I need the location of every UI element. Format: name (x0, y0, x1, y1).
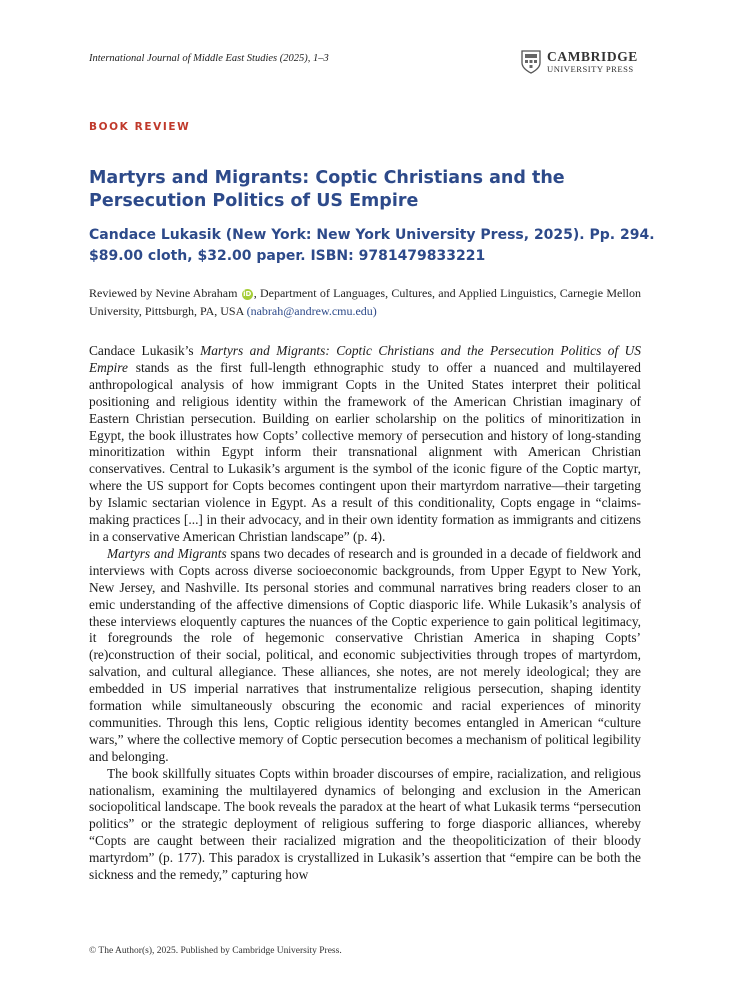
publisher-logo (521, 50, 638, 74)
cambridge-shield-icon (521, 50, 541, 74)
paragraph-1-text: stands as the first full-length ethnographic study to offer a nuanced and multilayered anthropological analysis of how immigrant Copts in the United States interpret their political positioning and religious identity within the framework of the American Christian imaginary of Eastern Christian persecution. Building on earlier scholarship on the politics of minoritization in Egypt, the book illustrates how Copts’ collective memory of persecution and history of long-standing minoritization within Egypt inform their transnational alignment with American Christian conservatives. Central to Lukasik’s argument is the symbol of the iconic figure of the Coptic martyr, where the US support for Copts becomes contingent upon their martyrdom narrative—their targeting by Islamic sectarian violence in Egypt. As a result of this conditionality, Copts engage in “claims-making practices [...] in their advocacy, and in their own identity formation as immigrants and citizens in a conservative American Christian landscape” (p. 4). (89, 359, 641, 544)
paragraph-1 (89, 343, 641, 546)
reviewer-email-link[interactable]: (nabrah@andrew.cmu.edu) (246, 304, 377, 318)
book-title-italic: Martyrs and Migrants: Coptic Christians and the Persecution Politics of US Empire (89, 343, 641, 375)
paragraph-3: The book skillfully situates Copts within broader discourses of empire, racialization, and religious nationalism, examining the multilayered dynamics of belonging and exclusion in the American sociopolitical landscape. The book reveals the paradox at the heart of what Lukasik terms “persecution politics” or the strategic deployment of religious suffering to forge diasporic alliances, whereby “Copts are caught between their racialized migration and the theopoliticization of their bloody martyrdom” (p. 177). This paradox is crystallized in Lukasik’s assertion that “empire can be both the sickness and the remedy,” capturing how (89, 765, 641, 883)
book-info: Candace Lukasik (New York: New York University Press, 2025). Pp. 294. $89.00 cloth, $32.00 paper. ISBN: 9781479833221 (89, 227, 655, 264)
section-label: BOOK REVIEW (89, 121, 191, 133)
reviewer-affiliation: , Department of Languages, Cultures, and Applied Linguistics, Carnegie Mellon University, Pittsburgh, PA, USA (89, 286, 641, 318)
paragraph-2 (89, 546, 641, 766)
reviewer-name: Reviewed by Nevine Abraham (89, 286, 238, 300)
reviewer-line (89, 284, 641, 320)
publisher-subname: UNIVERSITY PRESS (547, 63, 634, 74)
paragraph-2-text: spans two decades of research and is grounded in a decade of fieldwork and interviews with Copts across diverse socioeconomic backgrounds, from Upper Egypt to New York, New Jersey, and Nashville. Its personal stories and communal narratives bring readers closer to an emic understanding of the affective dimensions of Coptic diasporic life. While Lukasik’s analysis of these interviews eloquently captures the nuances of the Coptic experience to gain political legitimacy, it foregrounds the role of hegemonic conservative Christian America in shaping Copts’ (re)construction of their social, political, and economic subjectivities through tropes of martyrdom, salvation, and cultural allegiance. These alliances, she notes, are not merely ideological; they are embedded in US imperial narratives that instrumentalize religious persecution, shaping identity formation while simultaneously obscuring the economic and racial experiences of minority communities. Through this lens, Coptic religious identity becomes entangled in American “culture wars,” where the collective memory of Coptic persecution becomes a mechanism of political legibility and belonging. (89, 545, 641, 764)
publisher-name: CAMBRIDGE (547, 49, 638, 65)
copyright-footer: © The Author(s), 2025. Published by Cambridge University Press. (89, 946, 342, 956)
orcid-icon[interactable]: iD (243, 290, 252, 298)
book-title-italic-2: Martyrs and Migrants (107, 545, 227, 561)
review-title: Martyrs and Migrants: Coptic Christians and the Persecution Politics of US Empire (89, 168, 565, 211)
journal-citation: International Journal of Middle East Studies (2025), 1–3 (89, 53, 329, 64)
review-body (89, 343, 641, 884)
paragraph-1-lead: Candace Lukasik’s (89, 343, 201, 358)
